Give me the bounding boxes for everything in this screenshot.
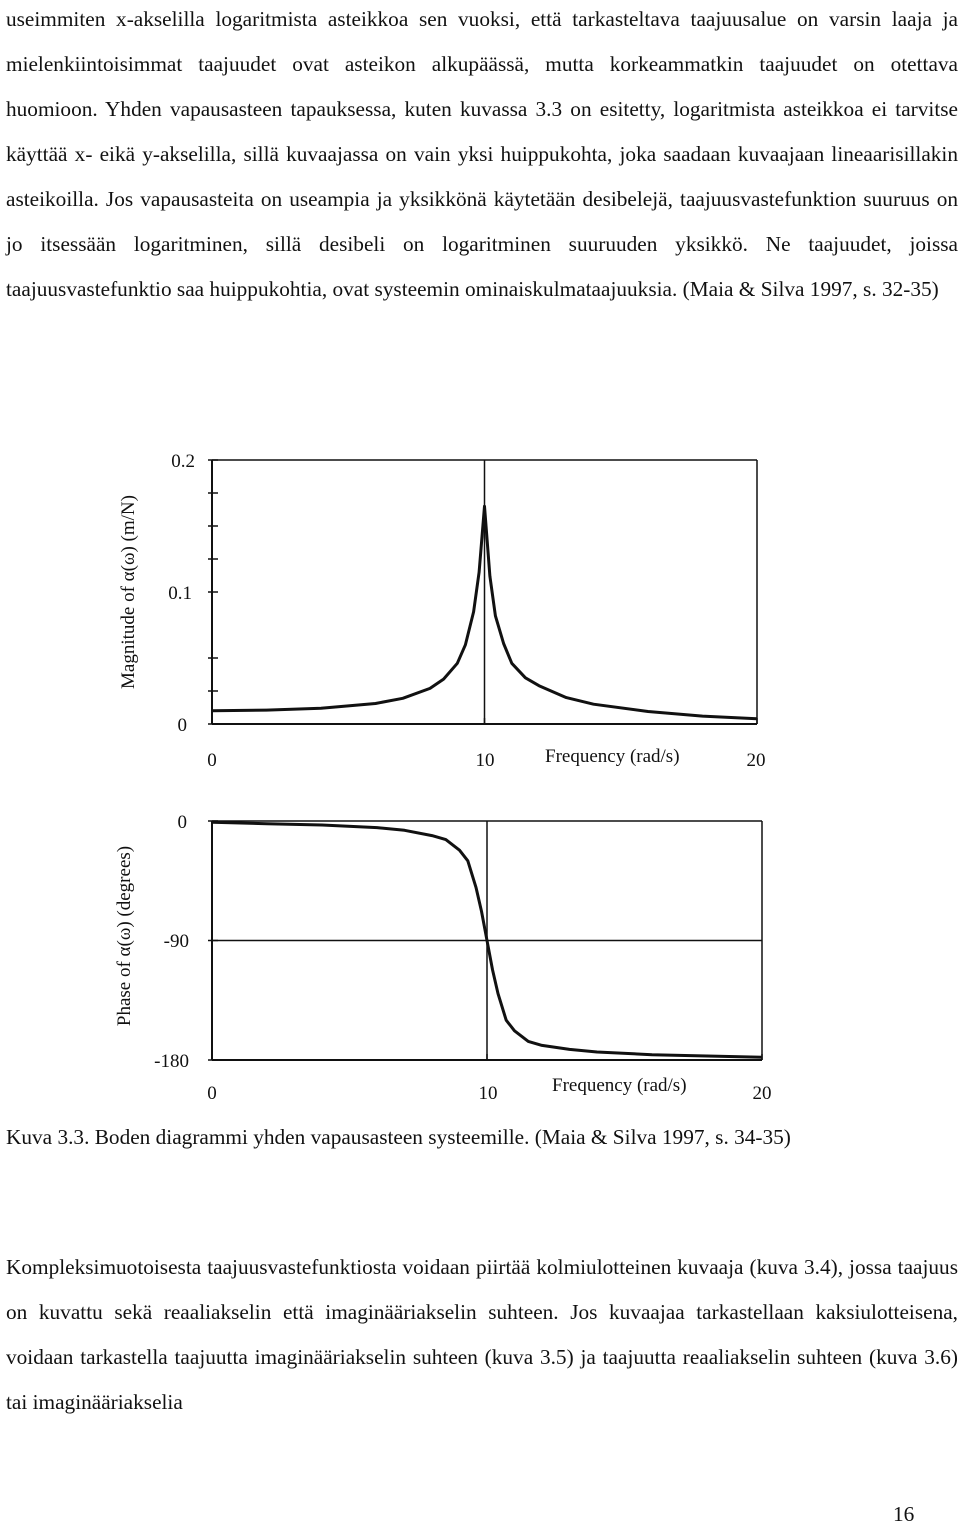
page-number: 16 — [893, 1502, 915, 1526]
figure-caption: Kuva 3.3. Boden diagrammi yhden vapausasteen systeemille. (Maia & Silva 1997, s. 34-35) — [6, 1125, 791, 1149]
magnitude-y-tick-2: 0.2 — [171, 451, 195, 472]
phase-x-tick-0: 0 — [207, 1083, 217, 1104]
magnitude-y-axis-label: Magnitude of α(ω) (m/N) — [118, 495, 139, 689]
magnitude-x-axis-label: Frequency (rad/s) — [545, 746, 680, 767]
phase-y-axis-label: Phase of α(ω) (degrees) — [114, 845, 135, 1027]
magnitude-x-tick-2: 20 — [746, 750, 766, 771]
magnitude-x-tick-1: 10 — [475, 750, 495, 771]
body-paragraph-bottom: Kompleksimuotoisesta taajuusvastefunktiosta voidaan piirtää kolmiulotteinen kuvaaja (kuva 3.4), jossa taajuus on kuvattu sekä reaaliakselin että imaginääriakselin suhteen. Jos kuvaajaa tarkastellaan kaksiulotteisena, voidaan tarkastella taajuutta imaginääriakselin suhteen (kuva 3.5) ja taajuutta reaaliakselin suhteen (kuva 3.6) tai imaginääriakselia — [6, 1255, 958, 1414]
magnitude-x-tick-0: 0 — [207, 750, 217, 771]
phase-y-tick-0: 0 — [177, 812, 187, 833]
magnitude-y-tick-0: 0 — [177, 715, 187, 736]
phase-x-tick-1: 10 — [478, 1083, 498, 1104]
phase-y-tick-1: -90 — [163, 931, 189, 952]
magnitude-y-tick-1: 0.1 — [168, 583, 192, 604]
phase-y-tick-2: -180 — [154, 1051, 189, 1072]
phase-x-tick-2: 20 — [752, 1083, 772, 1104]
body-paragraph-top: useimmiten x-akselilla logaritmista asteikkoa sen vuoksi, että tarkasteltava taajuusalue on varsin laaja ja mielenkiintoisimmat taajuudet ovat asteikon alkupäässä, mutta korkeammatkin taajuudet on otettava huomioon. Yhden vapausasteen tapauksessa, kuten kuvassa 3.3 on esitetty, logaritmista asteikkoa ei tarvitse käyttää x- eikä y-akselilla, sillä kuvaajassa on vain yksi huippukohta, joka saadaan kuvaajaan lineaarisillakin asteikoilla. Jos vapausasteita on useampia ja yksikkönä käytetään desibelejä, taajuusvastefunktion suuruus on jo itsessään logaritminen, sillä desibeli on logaritminen suuruuden yksikkö. Ne taajuudet, joissa taajuusvastefunktio saa huippukohtia, ovat systeemin ominaiskulmataajuuksia. (Maia & Silva 1997, s. 32-35) — [6, 7, 958, 301]
phase-x-axis-label: Frequency (rad/s) — [552, 1075, 687, 1096]
